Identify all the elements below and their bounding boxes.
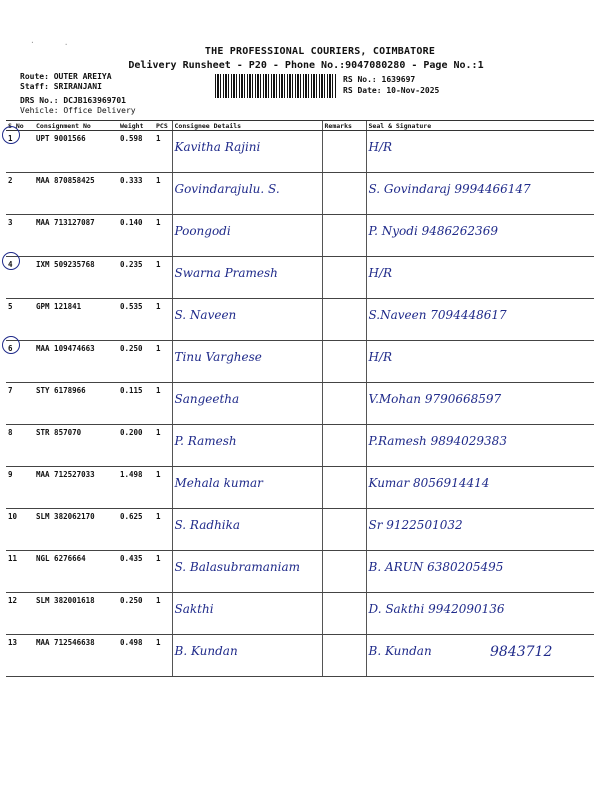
row-weight: 0.535 bbox=[120, 302, 143, 311]
row-signature-cell bbox=[366, 509, 594, 551]
row-remarks-cell bbox=[322, 299, 366, 341]
row-consignee-cell bbox=[172, 215, 322, 257]
row-consignment-no: NGL 6276664 bbox=[36, 554, 86, 563]
row-remarks-cell bbox=[322, 341, 366, 383]
row-signature: S.Naveen 7094448617 bbox=[368, 308, 507, 322]
row-remarks-cell bbox=[322, 257, 366, 299]
row-sno-cell bbox=[6, 467, 34, 509]
row-signature-cell bbox=[366, 593, 594, 635]
row-sno-cell bbox=[6, 299, 34, 341]
row-signature-cell bbox=[366, 425, 594, 467]
row-pcs-cell bbox=[154, 551, 172, 593]
row-sno: 8 bbox=[8, 428, 13, 437]
table-row bbox=[6, 131, 594, 173]
row-pcs-cell bbox=[154, 635, 172, 677]
row-remarks-cell bbox=[322, 551, 366, 593]
row-consignment-no: MAA 870858425 bbox=[36, 176, 95, 185]
row-pcs: 1 bbox=[156, 470, 161, 479]
row-sno: 4 bbox=[8, 260, 13, 269]
row-pcs-cell bbox=[154, 341, 172, 383]
row-consignment-no-cell bbox=[34, 257, 118, 299]
row-weight: 0.140 bbox=[120, 218, 143, 227]
row-consignee-cell bbox=[172, 383, 322, 425]
row-consignee-cell bbox=[172, 341, 322, 383]
row-consignment-no-cell bbox=[34, 551, 118, 593]
rs-date: RS Date: 10-Nov-2025 bbox=[343, 86, 440, 95]
row-consignee: Mehala kumar bbox=[174, 476, 263, 490]
row-consignee: B. Kundan bbox=[174, 644, 238, 658]
row-weight: 0.250 bbox=[120, 596, 143, 605]
row-consignment-no-cell bbox=[34, 215, 118, 257]
row-pcs-cell bbox=[154, 299, 172, 341]
row-pcs-cell bbox=[154, 215, 172, 257]
row-weight: 0.200 bbox=[120, 428, 143, 437]
row-consignment-no: SLM 382062170 bbox=[36, 512, 95, 521]
row-remarks-cell bbox=[322, 131, 366, 173]
row-sno: 5 bbox=[8, 302, 13, 311]
row-remarks-cell bbox=[322, 467, 366, 509]
row-signature-cell bbox=[366, 635, 594, 677]
row-consignee-cell bbox=[172, 593, 322, 635]
row-consignee: Kavitha Rajini bbox=[174, 140, 261, 154]
row-sno-cell bbox=[6, 425, 34, 467]
row-weight-cell bbox=[118, 341, 154, 383]
row-remarks-cell bbox=[322, 593, 366, 635]
row-sno-cell bbox=[6, 635, 34, 677]
row-signature: H/R bbox=[368, 350, 393, 364]
row-weight: 0.115 bbox=[120, 386, 143, 395]
row-weight-cell bbox=[118, 425, 154, 467]
row-signature: P.Ramesh 9894029383 bbox=[368, 434, 507, 448]
row-consignment-no: STR 857070 bbox=[36, 428, 82, 437]
drs-number: DRS No.: DCJB163969701 bbox=[20, 96, 126, 105]
row-consignment-no-cell bbox=[34, 635, 118, 677]
company-title: THE PROFESSIONAL COURIERS, COIMBATORE bbox=[204, 46, 436, 57]
row-pcs: 1 bbox=[156, 344, 161, 353]
margin-mark: · . bbox=[30, 38, 69, 47]
row-consignee: Poongodi bbox=[174, 224, 231, 238]
row-signature-cell bbox=[366, 299, 594, 341]
row-consignee: S. Balasubramaniam bbox=[174, 560, 300, 574]
row-consignee-cell bbox=[172, 425, 322, 467]
row-pcs: 1 bbox=[156, 428, 161, 437]
row-signature: Kumar 8056914414 bbox=[368, 476, 490, 490]
row-consignee: Tinu Varghese bbox=[174, 350, 262, 364]
row-weight-cell bbox=[118, 131, 154, 173]
row-pcs: 1 bbox=[156, 260, 161, 269]
row-signature-cell bbox=[366, 257, 594, 299]
row-consignment-no-cell bbox=[34, 341, 118, 383]
row-consignment-no: STY 6178966 bbox=[36, 386, 86, 395]
table-row bbox=[6, 509, 594, 551]
row-consignee-cell bbox=[172, 635, 322, 677]
row-sno: 12 bbox=[8, 596, 18, 605]
table-row bbox=[6, 215, 594, 257]
delivery-table bbox=[6, 120, 594, 677]
row-consignment-no-cell bbox=[34, 509, 118, 551]
row-weight: 0.598 bbox=[120, 134, 143, 143]
row-weight-cell bbox=[118, 173, 154, 215]
table-row bbox=[6, 257, 594, 299]
table-row bbox=[6, 467, 594, 509]
row-sno: 10 bbox=[8, 512, 18, 521]
row-pcs: 1 bbox=[156, 176, 161, 185]
row-consignment-no-cell bbox=[34, 131, 118, 173]
route-label: Route: OUTER AREIYA bbox=[20, 72, 112, 81]
row-consignment-no-cell bbox=[34, 173, 118, 215]
row-signature-cell bbox=[366, 131, 594, 173]
row-signature-cell bbox=[366, 341, 594, 383]
row-signature-cell bbox=[366, 383, 594, 425]
row-remarks-cell bbox=[322, 215, 366, 257]
col-header-consignment: Consignment No bbox=[34, 121, 118, 131]
row-signature-cell bbox=[366, 215, 594, 257]
table-header-row bbox=[6, 121, 594, 131]
row-weight: 0.250 bbox=[120, 344, 143, 353]
table-row bbox=[6, 341, 594, 383]
row-consignee-cell bbox=[172, 173, 322, 215]
row-sno: 1 bbox=[8, 134, 13, 143]
row-weight-cell bbox=[118, 467, 154, 509]
row-sno: 13 bbox=[8, 638, 18, 647]
row-consignee: Swarna Pramesh bbox=[174, 266, 278, 280]
row-pcs: 1 bbox=[156, 512, 161, 521]
row-signature: H/R bbox=[368, 140, 393, 154]
row-consignee-cell bbox=[172, 509, 322, 551]
table-row bbox=[6, 593, 594, 635]
row-weight: 0.235 bbox=[120, 260, 143, 269]
row-signature: D. Sakthi 9942090136 bbox=[368, 602, 505, 616]
row-weight-cell bbox=[118, 299, 154, 341]
row-sno-cell bbox=[6, 509, 34, 551]
row-consignee-cell bbox=[172, 467, 322, 509]
row-weight-cell bbox=[118, 383, 154, 425]
row-consignment-no: IXM 509235768 bbox=[36, 260, 95, 269]
row-weight-cell bbox=[118, 257, 154, 299]
row-sno: 11 bbox=[8, 554, 18, 563]
row-weight-cell bbox=[118, 593, 154, 635]
row-sno-cell bbox=[6, 551, 34, 593]
row-consignee: Govindarajulu. S. bbox=[174, 182, 280, 196]
row-pcs-cell bbox=[154, 173, 172, 215]
row-consignment-no-cell bbox=[34, 299, 118, 341]
vehicle-label: Vehicle: Office Delivery bbox=[20, 106, 136, 115]
row-signature-cell bbox=[366, 551, 594, 593]
row-signature: H/R bbox=[368, 266, 393, 280]
table-row bbox=[6, 299, 594, 341]
row-weight: 0.498 bbox=[120, 638, 143, 647]
row-sno-cell bbox=[6, 383, 34, 425]
row-pcs: 1 bbox=[156, 218, 161, 227]
row-weight: 1.498 bbox=[120, 470, 143, 479]
row-signature: Sr 9122501032 bbox=[368, 518, 463, 532]
row-sno-cell bbox=[6, 215, 34, 257]
row-signature: P. Nyodi 9486262369 bbox=[368, 224, 498, 238]
row-consignee: S. Naveen bbox=[174, 308, 237, 322]
col-header-remarks: Remarks bbox=[322, 121, 366, 131]
col-header-consignee: Consignee Details bbox=[172, 121, 322, 131]
row-sno: 9 bbox=[8, 470, 13, 479]
row-weight-cell bbox=[118, 215, 154, 257]
row-consignment-no-cell bbox=[34, 425, 118, 467]
row-pcs-cell bbox=[154, 425, 172, 467]
table-row bbox=[6, 551, 594, 593]
row-pcs: 1 bbox=[156, 554, 161, 563]
row-weight: 0.333 bbox=[120, 176, 143, 185]
row-consignment-no-cell bbox=[34, 467, 118, 509]
row-signature-cell bbox=[366, 173, 594, 215]
row-consignment-no: MAA 109474663 bbox=[36, 344, 95, 353]
row-sno-cell bbox=[6, 257, 34, 299]
row-weight-cell bbox=[118, 635, 154, 677]
row-consignment-no: UPT 9001566 bbox=[36, 134, 86, 143]
runsheet-subtitle: Delivery Runsheet - P20 - Phone No.:9047080280 - Page No.:1 bbox=[128, 60, 484, 71]
row-sno: 2 bbox=[8, 176, 13, 185]
row-remarks-cell bbox=[322, 425, 366, 467]
col-header-signature: Seal & Signature bbox=[366, 121, 594, 131]
row-consignment-no: MAA 712546638 bbox=[36, 638, 95, 647]
row-pcs: 1 bbox=[156, 638, 161, 647]
row-pcs-cell bbox=[154, 593, 172, 635]
row-pcs-cell bbox=[154, 467, 172, 509]
row-signature-cell bbox=[366, 467, 594, 509]
row-sno-cell bbox=[6, 341, 34, 383]
row-pcs-cell bbox=[154, 383, 172, 425]
row-weight: 0.435 bbox=[120, 554, 143, 563]
row-sno: 7 bbox=[8, 386, 13, 395]
row-consignee: P. Ramesh bbox=[174, 434, 237, 448]
col-header-sno: S No bbox=[6, 121, 34, 131]
row-pcs: 1 bbox=[156, 134, 161, 143]
col-header-pcs: PCS bbox=[154, 121, 172, 131]
row-weight: 0.625 bbox=[120, 512, 143, 521]
row-signature: V.Mohan 9790668597 bbox=[368, 392, 502, 406]
row-consignment-no-cell bbox=[34, 383, 118, 425]
row-weight-cell bbox=[118, 551, 154, 593]
row-sno: 3 bbox=[8, 218, 13, 227]
row-sno-cell bbox=[6, 173, 34, 215]
row-sno-cell bbox=[6, 593, 34, 635]
staff-label: Staff: SRIRANJANI bbox=[20, 82, 102, 91]
row-remarks-cell bbox=[322, 509, 366, 551]
row-weight-cell bbox=[118, 509, 154, 551]
row-pcs: 1 bbox=[156, 386, 161, 395]
row-consignee-cell bbox=[172, 551, 322, 593]
row-consignment-no: MAA 712527033 bbox=[36, 470, 95, 479]
row-consignee: S. Radhika bbox=[174, 518, 241, 532]
row-consignee: Sakthi bbox=[174, 602, 214, 616]
extra-phone-note: 9843712 bbox=[490, 644, 553, 660]
row-pcs-cell bbox=[154, 257, 172, 299]
table-row bbox=[6, 173, 594, 215]
table-row bbox=[6, 383, 594, 425]
row-signature: B. Kundan bbox=[368, 644, 432, 658]
row-signature: B. ARUN 6380205495 bbox=[368, 560, 504, 574]
row-remarks-cell bbox=[322, 635, 366, 677]
barcode bbox=[215, 74, 337, 98]
row-consignment-no-cell bbox=[34, 593, 118, 635]
row-pcs-cell bbox=[154, 131, 172, 173]
row-sno-cell bbox=[6, 131, 34, 173]
row-remarks-cell bbox=[322, 173, 366, 215]
table-row bbox=[6, 425, 594, 467]
row-consignee-cell bbox=[172, 299, 322, 341]
row-pcs: 1 bbox=[156, 596, 161, 605]
row-consignee: Sangeetha bbox=[174, 392, 240, 406]
row-consignment-no: MAA 713127087 bbox=[36, 218, 95, 227]
row-remarks-cell bbox=[322, 383, 366, 425]
rs-number: RS No.: 1639697 bbox=[343, 75, 416, 84]
row-consignee-cell bbox=[172, 131, 322, 173]
row-pcs: 1 bbox=[156, 302, 161, 311]
row-sno: 6 bbox=[8, 344, 13, 353]
row-consignment-no: GPM 121841 bbox=[36, 302, 82, 311]
row-pcs-cell bbox=[154, 509, 172, 551]
row-consignment-no: SLM 382001618 bbox=[36, 596, 95, 605]
row-signature: S. Govindaraj 9994466147 bbox=[368, 182, 531, 196]
col-header-weight: Weight bbox=[118, 121, 154, 131]
row-consignee-cell bbox=[172, 257, 322, 299]
